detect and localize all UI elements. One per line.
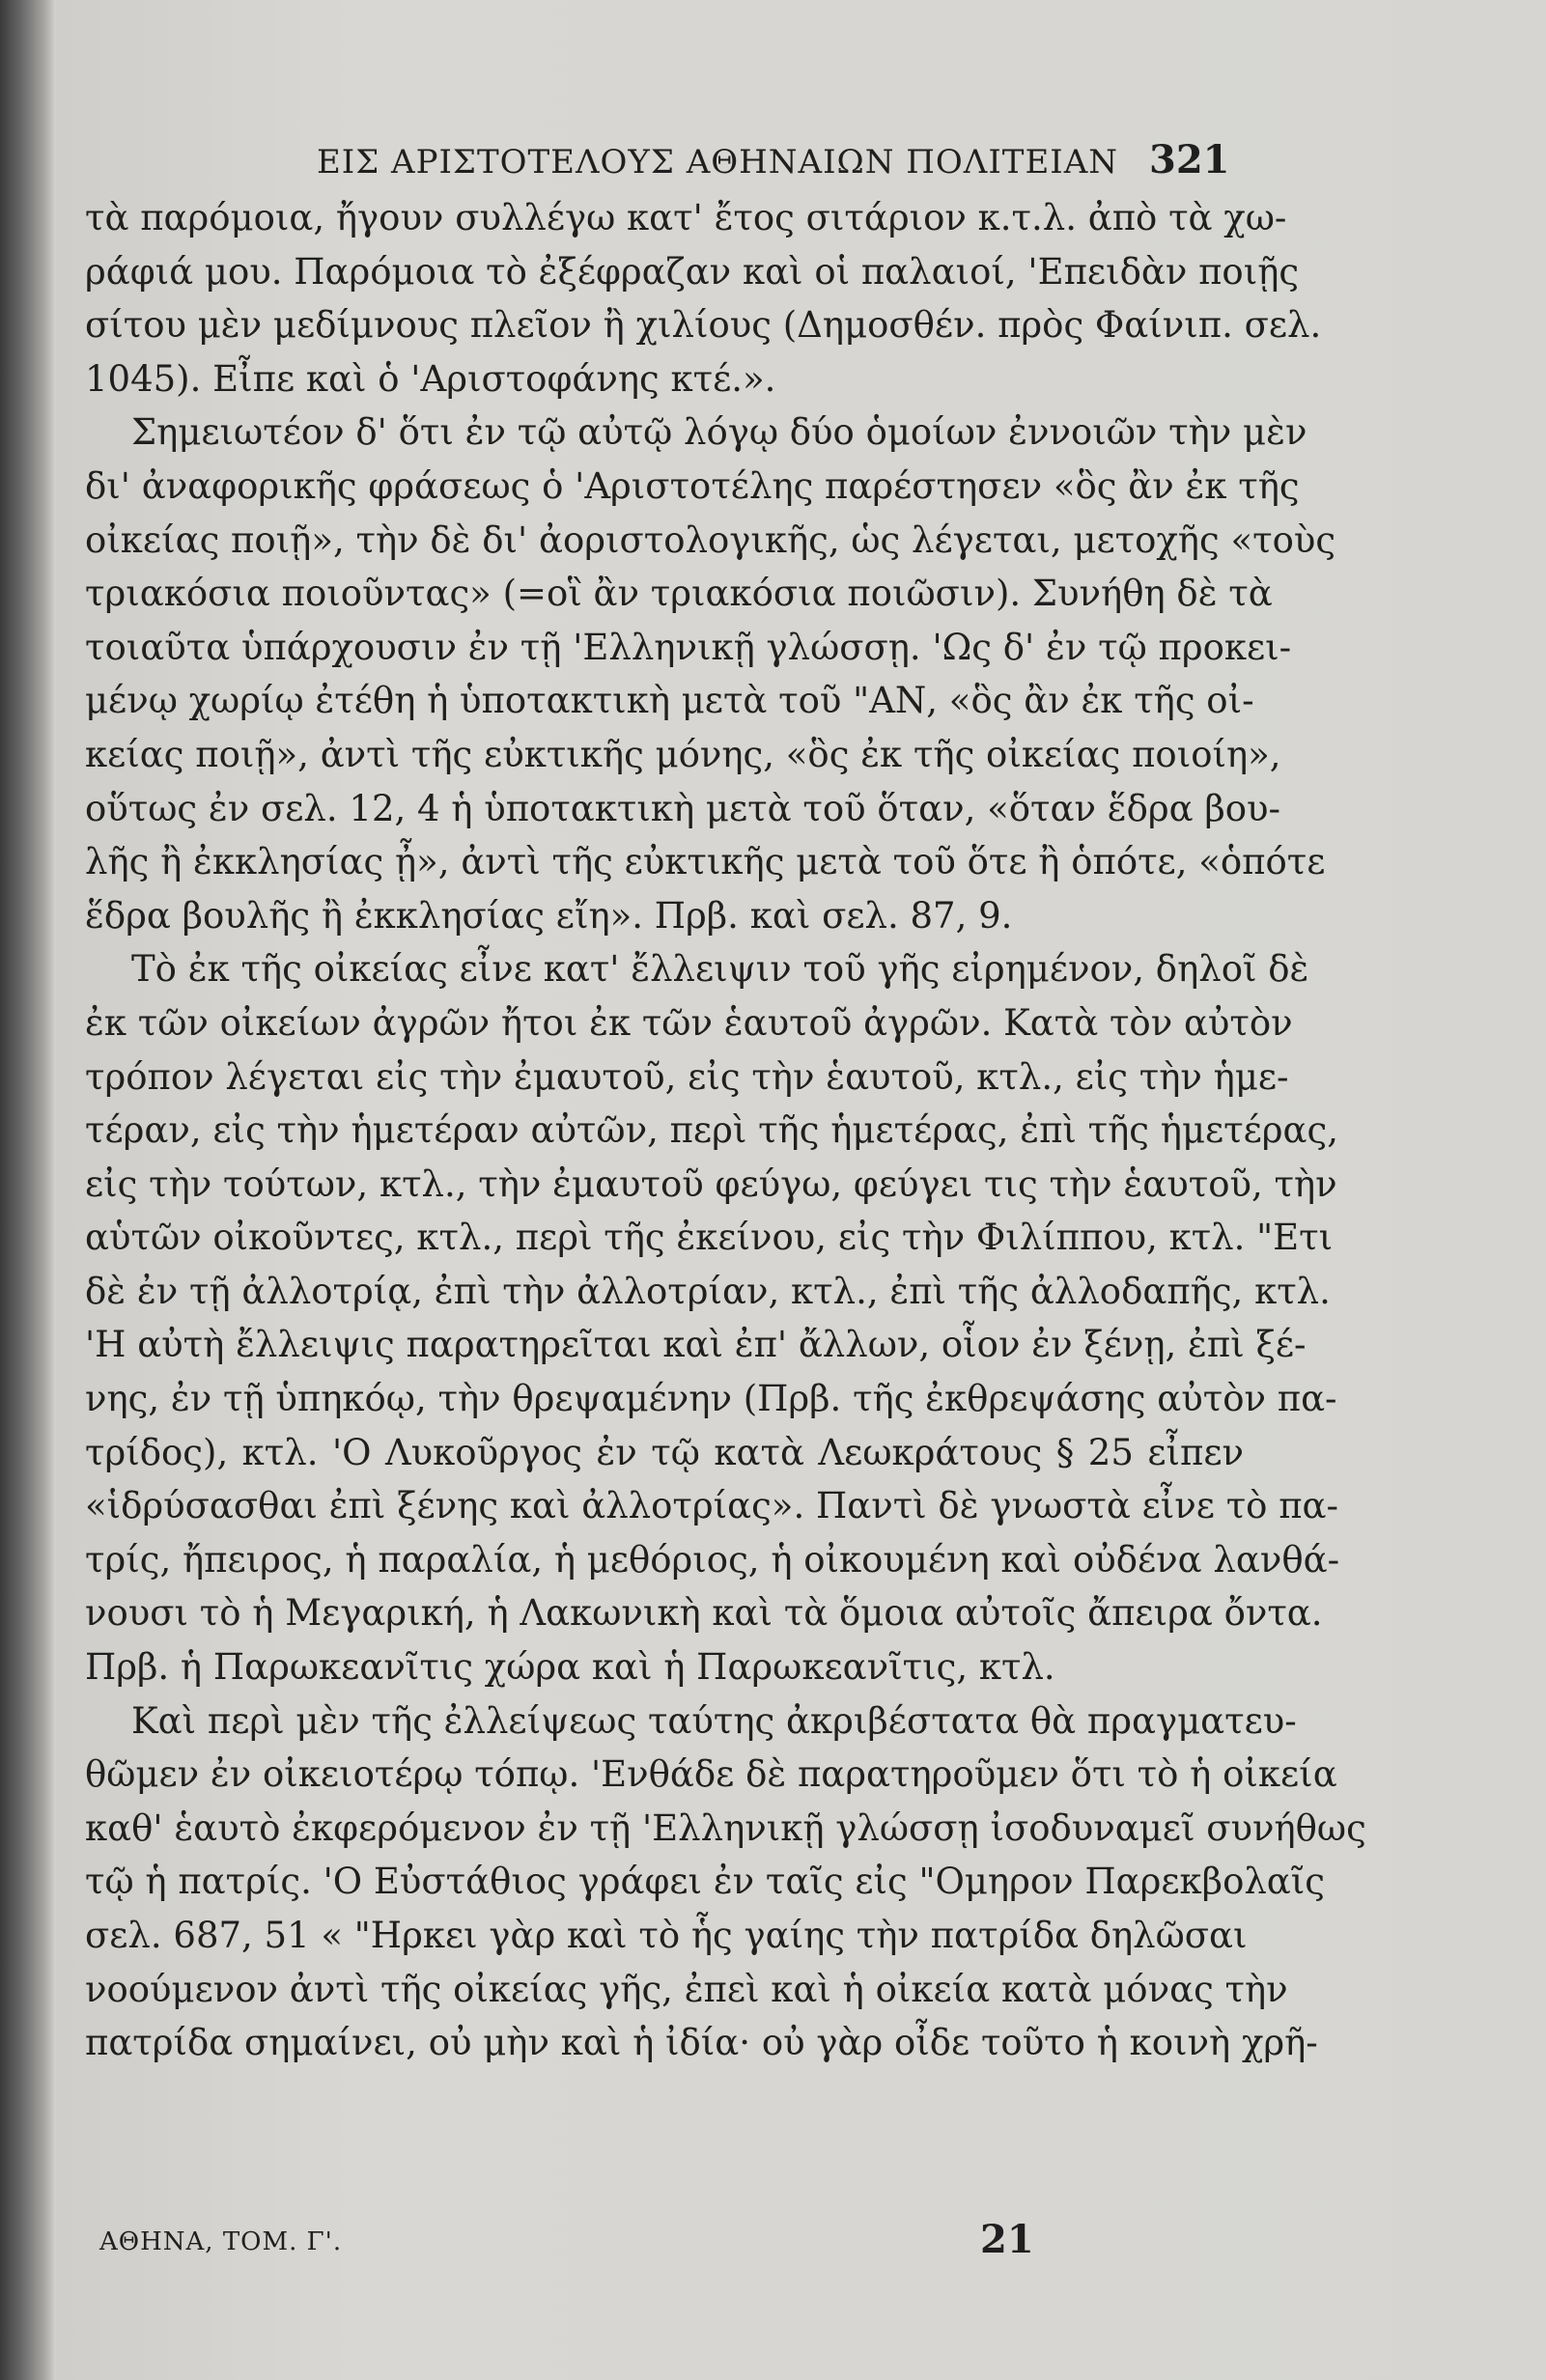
text-line: σελ. 687, 51 « "Ηρκει γὰρ καὶ τὸ ἧς γαίης τὴν πατρίδα δηλῶσαι [85,1915,1248,1956]
signature-mark: ΑΘΗΝΑ, ΤΟΜ. Γ'. [99,2227,343,2256]
text-line: ἕδρα βουλῆς ἢ ἐκκλησίας εἴη». Πρβ. καὶ σελ. 87, 9. [85,894,1013,937]
text-line: εἰς τὴν τούτων, κτλ., τὴν ἐμαυτοῦ φεύγω, φεύγει τις τὴν ἑαυτοῦ, τὴν [85,1162,1337,1205]
text-line: νουσι τὸ ἡ Μεγαρική, ἡ Λακωνικὴ καὶ τὰ ὅμοια αὐτοῖς ἄπειρα ὄντα. [85,1592,1323,1635]
text-line: τρόπον λέγεται εἰς τὴν ἐμαυτοῦ, εἰς τὴν ἑαυτοῦ, κτλ., εἰς τὴν ἡμε- [85,1055,1289,1098]
text-line: δὲ ἐν τῇ ἀλλοτρίᾳ, ἐπὶ τὴν ἀλλοτρίαν, κτλ., ἐπὶ τῆς ἀλλοδαπῆς, κτλ. [85,1270,1331,1312]
text-line: Πρβ. ἡ Παρωκεανῖτις χώρα καὶ ἡ Παρωκεανῖτις, κτλ. [85,1646,1055,1689]
text-line: σίτου μὲν μεδίμνους πλεῖον ἢ χιλίους (Δημοσθέν. πρὸς Φαίνιπ. σελ. [85,304,1322,347]
body-text [85,191,1366,2070]
text-line: καθ' ἑαυτὸ ἐκφερόμενον ἐν τῇ 'Ελληνικῇ γλώσσῃ ἰσοδυναμεῖ συνήθως [85,1806,1366,1849]
text-line: πατρίδα σημαίνει, οὐ μὴν καὶ ἡ ἰδία· οὐ γὰρ οἶδε τοῦτο ἡ κοινὴ χρῆ- [85,2022,1318,2064]
text-line: τέραν, εἰς τὴν ἡμετέραν αὐτῶν, περὶ τῆς ἡμετέρας, ἐπὶ τῆς ἡμετέρας, [85,1109,1339,1152]
text-line: Σημειωτέον δ' ὅτι ἐν τῷ αὐτῷ λόγῳ δύο ὁμοίων ἐννοιῶν τὴν μὲν [131,411,1307,454]
text-line: τοιαῦτα ὑπάρχουσιν ἐν τῇ 'Ελληνικῇ γλώσσῃ. 'Ως δ' ἐν τῷ προκει- [85,626,1292,668]
text-line: νης, ἐν τῇ ὑπηκόῳ, τὴν θρεψαμένην (Πρβ. τῆς ἐκθρεψάσης αὐτὸν πα- [85,1378,1337,1420]
text-line: νοούμενον ἀντὶ τῆς οἰκείας γῆς, ἐπεὶ καὶ ἡ οἰκεία κατὰ μόνας τὴν [85,1968,1288,2010]
text-line: λῆς ἢ ἐκκλησίας ᾖ», ἀντὶ τῆς εὐκτικῆς μετὰ τοῦ ὅτε ἢ ὁπότε, «ὁπότε [85,841,1326,883]
text-line: οἰκείας ποιῇ», τὴν δὲ δι' ἀοριστολογικῆς, ὡς λέγεται, μετοχῆς «τοὺς [85,518,1336,561]
text-line: Καὶ περὶ μὲν τῆς ἐλλείψεως ταύτης ἀκριβέστατα θὰ πραγματευ- [131,1699,1297,1742]
text-line: τρίς, ἤπειρος, ἡ παραλία, ἡ μεθόριος, ἡ οἰκουμένη καὶ οὐδένα λανθά- [85,1538,1340,1581]
text-line: δι' ἀναφορικῆς φράσεως ὁ 'Αριστοτέλης παρέστησεν «ὃς ἂν ἐκ τῆς [85,464,1300,507]
page-number: 321 [1149,137,1230,182]
text-line: 'Η αὐτὴ ἔλλειψις παρατηρεῖται καὶ ἐπ' ἄλλων, οἷον ἐν ξένῃ, ἐπὶ ξέ- [85,1324,1307,1366]
sheet-number: 21 [980,2217,1034,2262]
text-line: ἐκ τῶν οἰκείων ἀγρῶν ἤτοι ἐκ τῶν ἑαυτοῦ ἀγρῶν. Κατὰ τὸν αὐτὸν [85,1001,1293,1044]
text-line: Τὸ ἐκ τῆς οἰκείας εἶνε κατ' ἔλλειψιν τοῦ γῆς εἰρημένον, δηλοῖ δὲ [131,948,1309,991]
book-gutter-shadow [0,0,56,2380]
text-line: τὰ παρόμοια, ἤγουν συλλέγω κατ' ἔτος σιτάριον κ.τ.λ. ἀπὸ τὰ χω- [85,197,1287,238]
text-line: αὑτῶν οἰκοῦντες, κτλ., περὶ τῆς ἐκείνου, εἰς τὴν Φιλίππου, κτλ. "Ετι [85,1217,1334,1259]
text-line: «ἱδρύσασθαι ἐπὶ ξένης καὶ ἀλλοτρίας». Παντὶ δὲ γνωστὰ εἶνε τὸ πα- [85,1485,1338,1527]
text-line: μένῳ χωρίῳ ἐτέθη ἡ ὑποτακτικὴ μετὰ τοῦ "ΑΝ, «ὃς ἂν ἐκ τῆς οἰ- [85,680,1254,722]
text-line: θῶμεν ἐν οἰκειοτέρῳ τόπῳ. 'Ενθάδε δὲ παρατηροῦμεν ὅτι τὸ ἡ οἰκεία [85,1753,1337,1796]
text-line: τῷ ἡ πατρίς. 'Ο Εὐστάθιος γράφει ἐν ταῖς εἰς "Ομηρον Παρεκβολαῖς [85,1861,1326,1903]
text-line: τριακόσια ποιοῦντας» (=οἳ ἂν τριακόσια ποιῶσιν). Συνήθη δὲ τὰ [85,573,1273,615]
text-line: οὕτως ἐν σελ. 12, 4 ἡ ὑποτακτικὴ μετὰ τοῦ ὅταν, «ὅταν ἕδρα βου- [85,787,1281,829]
text-line: 1045). Εἶπε καὶ ὁ 'Αριστοφάνης κτέ.». [85,357,776,400]
text-line: ράφιά μου. Παρόμοια τὸ ἐξέφραζαν καὶ οἱ παλαιοί, 'Επειδὰν ποιῇς [85,250,1300,293]
text-line: τρίδος), κτλ. 'Ο Λυκοῦργος ἐν τῷ κατὰ Λεωκράτους § 25 εἶπεν [85,1431,1244,1473]
text-line: κείας ποιῇ», ἀντὶ τῆς εὐκτικῆς μόνης, «ὃς ἐκ τῆς οἰκείας ποιοίη», [85,733,1281,775]
running-title: ΕΙΣ ΑΡΙΣΤΟΤΕΛΟΥΣ ΑΘΗΝΑΙΩΝ ΠΟΛΙΤΕΙΑΝ [316,143,1119,182]
